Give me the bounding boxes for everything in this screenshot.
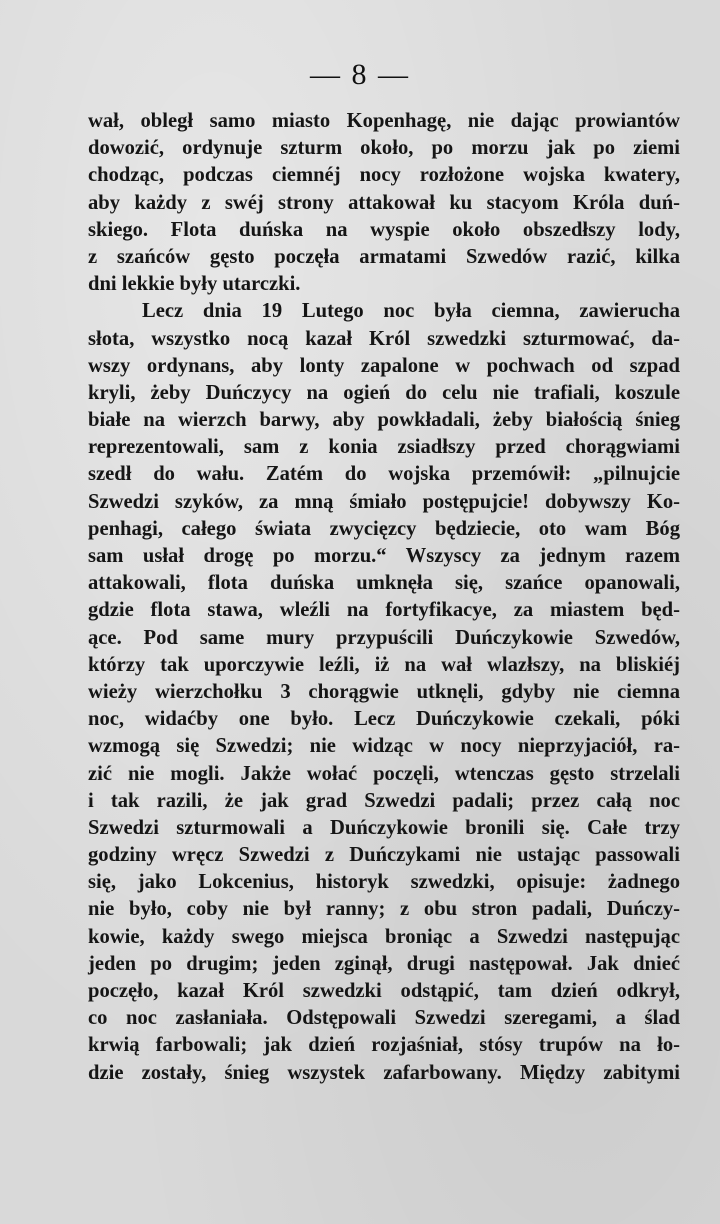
text-line: się, jako Lokcenius, historyk szwedzki, opisuje: żadnego [88,871,680,894]
text-line: penhagi, całego świata zwycięzcy będziecie, oto wam Bóg [88,517,680,540]
text-line: noc, widaćby one było. Lecz Duńczykowie czekali, póki [88,708,680,731]
text-line: Szwedzi szyków, za mną śmiało postępujcie! dobywszy Ko- [88,490,680,513]
text-line: Szwedzi szturmowali a Duńczykowie bronili się. Całe trzy [88,816,680,839]
text-line: ące. Pod same mury przypuścili Duńczykowie Szwedów, [88,626,680,649]
text-line: sam usłał drogę po morzu.“ Wszyscy za jednym razem [88,545,680,567]
text-line: którzy tak uporczywie leźli, iż na wał wlazłszy, na bliskiéj [88,653,680,676]
text-line: wał, obległ samo miasto Kopenhagę, nie dając prowiantów [88,110,680,132]
text-line: dowozić, ordynuje szturm około, po morzu jak po ziemi [88,137,680,160]
text-line: reprezentowali, sam z konia zsiadłszy przed chorągwiami [88,436,680,459]
text-line: dzie zostały, śnieg wszystek zafarbowany. Między zabitymi [88,1061,680,1084]
text-line: co noc zasłaniała. Odstępowali Szwedzi szeregami, a ślad [88,1007,680,1030]
page-number: — 8 — [310,58,410,91]
text-line: poczęło, kazał Król szwedzki odstąpić, tam dzień odkrył, [88,980,680,1002]
text-line: słota, wszystko nocą kazał Król szwedzki szturmować, da- [88,327,680,350]
text-line: białe na wierzch barwy, aby powkładali, żeby białością śnieg [88,409,680,432]
text-line: i tak razili, że jak grad Szwedzi padali; przez całą noc [88,789,680,812]
text-line: kowie, każdy swego miejsca broniąc a Szwedzi następując [88,925,680,948]
text-line: gdzie flota stawa, wleźli na fortyfikacye, za miastem będ- [88,599,680,622]
text-line: skiego. Flota duńska na wyspie około obszedłszy lody, [88,218,680,241]
text-line: aby każdy z swéj strony attakował ku stacyom Króla duń- [88,191,680,214]
text-line: wieży wierzchołku 3 chorągwie utknęli, gdyby nie ciemna [88,680,680,703]
text-line: wszy ordynans, aby lonty zapalone w pochwach od szpad [88,354,680,377]
text-line: zić nie mogli. Jakże wołać poczęli, wtenczas gęsto strzelali [88,762,680,785]
text-line: nie było, coby nie był ranny; z obu stron padali, Duńczy- [88,898,680,921]
text-line: chodząc, podczas ciemnéj nocy rozłożone wojska kwatery, [88,164,680,187]
text-line: godziny wręcz Szwedzi z Duńczykami nie ustając passowali [88,844,680,867]
text-line: Lecz dnia 19 Lutego noc była ciemna, zawierucha [142,300,680,323]
body-text [88,108,680,1087]
text-line: dni lekkie były utarczki. [88,273,301,296]
text-line: z szańców gęsto poczęła armatami Szwedów razić, kilka [88,245,680,268]
text-line: attakowali, flota duńska umknęła się, szańce opanowali, [88,572,680,595]
text-line: jeden po drugim; jeden zginął, drugi następował. Jak dnieć [88,952,680,975]
text-line: krwią farbowali; jak dzień rozjaśniał, stósy trupów na ło- [88,1034,680,1057]
text-line: wzmogą się Szwedzi; nie widząc w nocy nieprzyjaciół, ra- [88,735,680,758]
text-line: kryli, żeby Duńczycy na ogień do celu nie trafiali, koszule [88,381,680,404]
text-line: szedł do wału. Zatém do wojska przemówił: „pilnujcie [88,463,680,486]
